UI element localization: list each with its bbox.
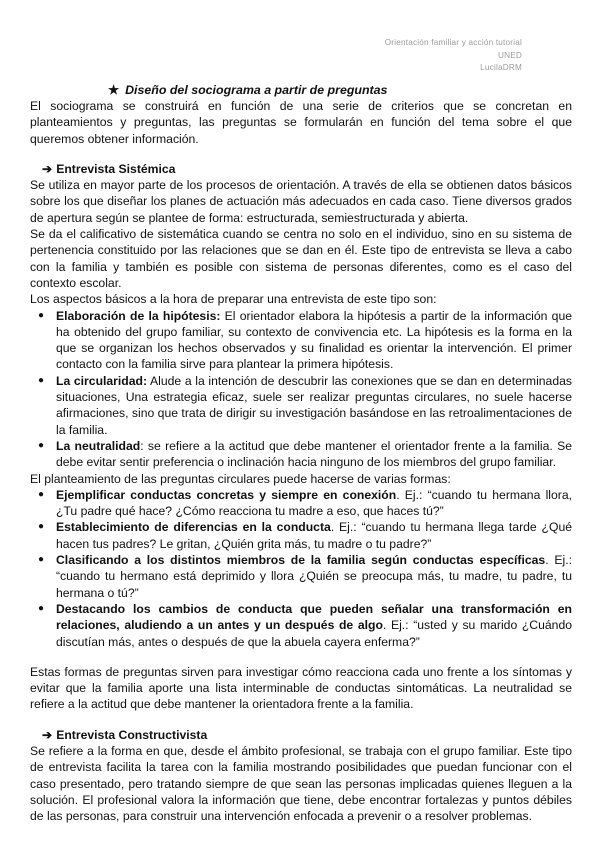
list-item-label: Elaboración de la hipótesis: [56,308,221,323]
sistemica-paragraph-2: Se da el calificativo de sistemática cuando se centra no solo en el individuo, sino en su sistema de pertenencia constituido por las relaciones que se dan en él. Este tipo de entrevista se lleva a cabo con la familia y también es posible con sistema de personas diferentes, como es el caso del contexto escolar. [30,227,572,290]
list-item-label: La circularidad: [56,373,148,388]
list-item-text: . Ej.: “usted y su marido ¿Cuándo discutían más, antes o después de que la abuela cayera enferma?” [56,618,572,649]
star-icon: ★ [108,83,120,97]
list-item-label: Destacando los cambios de conducta que pueden señalar una transformación en relaciones, aludiendo a un antes y un después de algo [56,601,572,633]
list-item [56,519,572,552]
list-item-text: : se refiere a la actitud que debe mantener el orientador frente a la familia. Se debe evitar sentir preferencia o inclinación hacia ninguno de los miembros del grupo familiar. [56,438,572,470]
sistemica-paragraph-3: Los aspectos básicos a la hora de preparar una entrevista de este tipo son: [30,292,437,307]
header-author: LucilaDRM [480,63,522,72]
aspects-list [30,308,572,471]
list-item [56,487,572,520]
list-item-text: Alude a la intención de descubrir las conexiones que se dan en determinadas situaciones, Una estrategia eficaz, suele ser realizar preguntas circulares, no suele hacerse afirmaciones, sino que trata de dirigir su investigación basándose en las retroalimentaciones de la familia. [56,373,572,437]
list-item [56,601,572,650]
header-course: Orientación familiar y acción tutorial [384,38,522,47]
sistemica-paragraph-4: El planteamiento de las preguntas circulares puede hacerse de varias formas: [30,471,451,486]
list-item-label: Clasificando a los distintos miembros de la familia según conductas específicas [56,553,546,568]
list-item [56,373,572,438]
document-title [108,82,572,98]
sistemica-paragraph-5: Estas formas de preguntas sirven para investigar cómo reacciona cada uno frente a los síntomas y evitar que la familia aporte una lista interminable de conductas sintomáticas. La neutralidad se refiere a la actitud que debe mantener la orientadora frente a la familia. [30,664,572,712]
list-item-text: . Ej.: “cuando tu hermana llora, ¿Tu padre qué hace? ¿Cómo reacciona tu madre a eso, que haces tú?” [56,487,572,519]
arrow-right-icon: ➔ [42,161,53,176]
sistemica-paragraph-1: Se utiliza en mayor parte de los procesos de orientación. A través de ella se obtienen datos básicos sobre los que diseñar los planes de actuación más adecuados en cada caso. Tiene diversos grados de apertura según se plantee de forma: estructurada, semiestructurada y abierta. [30,178,572,225]
list-item-label: La neutralidad [56,438,141,453]
document-title-text: Diseño del sociograma a partir de preguntas [125,83,388,97]
arrow-right-icon: ➔ [42,727,53,742]
document-body [30,82,572,824]
page-header [385,37,522,75]
spacer [30,147,572,161]
list-item [56,438,572,471]
section-heading-text: Entrevista Constructivista [56,727,208,742]
intro-paragraph: El sociograma se construirá en función de una serie de criterios que se concretan en planteamientos y preguntas, las preguntas se formularán en función del tema sobre el que queremos obtener información. [30,99,572,146]
list-item-text: . Ej.: “cuando tu hermano está deprimido y llora ¿Quién se preocupa más, tu madre, tu padre, tu hermana o tú?” [56,553,572,600]
forms-list [30,487,572,650]
header-university: UNED [498,50,522,60]
spacer [30,713,572,727]
list-item [56,552,572,601]
section-heading-text: Entrevista Sistémica [56,161,176,176]
section-heading-sistemica [42,161,572,177]
list-item-label: Ejemplificar conductas concretas y siempre en conexión [56,487,397,502]
constructivista-paragraph-1: Se refiere a la forma en que, desde el ámbito profesional, se trabaja con el grupo familiar. Este tipo de entrevista facilita la tarea con la familia mostrando posibilidades que puedan funcionar con el caso presentado, pero tratando siempre de que sean las personas implicadas quienes lleguen a la solución. El profesional valora la información que tiene, debe encontrar fortalezas y puntos débiles de las personas, para construir una intervención enfocada a prevenir o a resolver problemas. [30,743,572,824]
list-item-text: . Ej.: “cuando tu hermana llega tarde ¿Qué hacen tus padres? Le gritan, ¿Quién grita más, tu madre o tu padre?” [56,520,573,551]
list-item-text: El orientador elabora la hipótesis a partir de la información que ha obtenido del grupo familiar, su contexto de convivencia etc. La hipótesis es la forma en la que se organizan los hechos observados y su finalidad es orientar la intervención. El primer contacto con la familia sirve para plantear la primera hipótesis. [56,308,573,372]
list-item [56,308,572,373]
section-heading-constructivista [42,727,572,743]
spacer [30,650,572,664]
list-item-label: Establecimiento de diferencias en la conducta [56,520,331,535]
